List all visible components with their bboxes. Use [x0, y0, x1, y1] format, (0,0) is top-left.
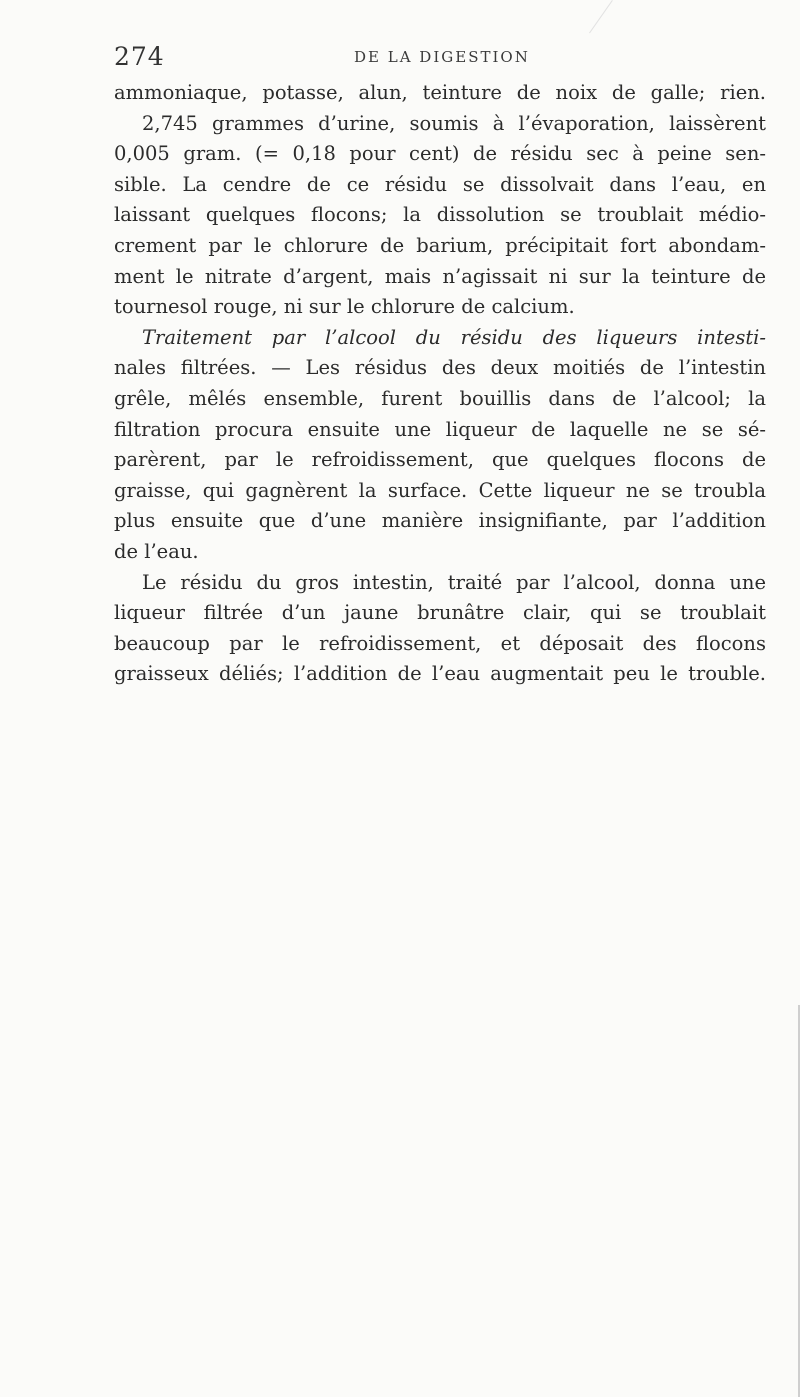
text-line: ammoniaque, potasse, alun, teinture de noix de galle; rien.: [114, 81, 766, 104]
text-line: plus ensuite que d’une manière insignifiante, par l’addition: [114, 509, 766, 533]
scan-mark: [589, 0, 613, 33]
text-line: nales filtrées. — Les résidus des deux moitiés de l’intestin: [114, 356, 766, 380]
text-line: parèrent, par le refroidissement, que quelques flocons de: [114, 448, 766, 472]
text-line: 2,745 grammes d’urine, soumis à l’évaporation, laissèrent: [142, 111, 766, 135]
text-line: beaucoup par le refroidissement, et déposait des flocons: [114, 631, 766, 655]
page-number: 274: [114, 42, 165, 71]
running-head: [114, 42, 764, 70]
text-line: graisseux déliés; l’addition de l’eau augmentait peu le trouble.: [114, 662, 766, 686]
text-line: tournesol rouge, ni sur le chlorure de calcium.: [114, 295, 575, 319]
text-line: Le résidu du gros intestin, traité par l’alcool, donna une: [142, 570, 766, 594]
text-line: crement par le chlorure de barium, précipitait fort abondam-: [114, 233, 766, 257]
text-line: liqueur filtrée d’un jaune brunâtre clair, qui se troublait: [114, 601, 766, 625]
text-line: laissant quelques flocons; la dissolution se troublait médio-: [114, 203, 766, 227]
text-line: 0,005 gram. (= 0,18 pour cent) de résidu sec à peine sen-: [114, 142, 766, 166]
section-heading-line: Traitement par l’alcool du résidu des liqueurs intesti-: [142, 325, 766, 349]
running-title: DE LA DIGESTION: [354, 48, 530, 66]
text-line: filtration procura ensuite une liqueur de laquelle ne se sé-: [114, 417, 766, 441]
text-line: graisse, qui gagnèrent la surface. Cette liqueur ne se troubla: [114, 478, 766, 502]
text-line: de l’eau.: [114, 539, 199, 563]
text-line: grêle, mêlés ensemble, furent bouillis dans de l’alcool; la: [114, 386, 766, 410]
text-line: sible. La cendre de ce résidu se dissolvait dans l’eau, en: [114, 172, 766, 196]
body-text: [114, 78, 766, 690]
text-line: ment le nitrate d’argent, mais n’agissait ni sur la teinture de: [114, 264, 766, 288]
